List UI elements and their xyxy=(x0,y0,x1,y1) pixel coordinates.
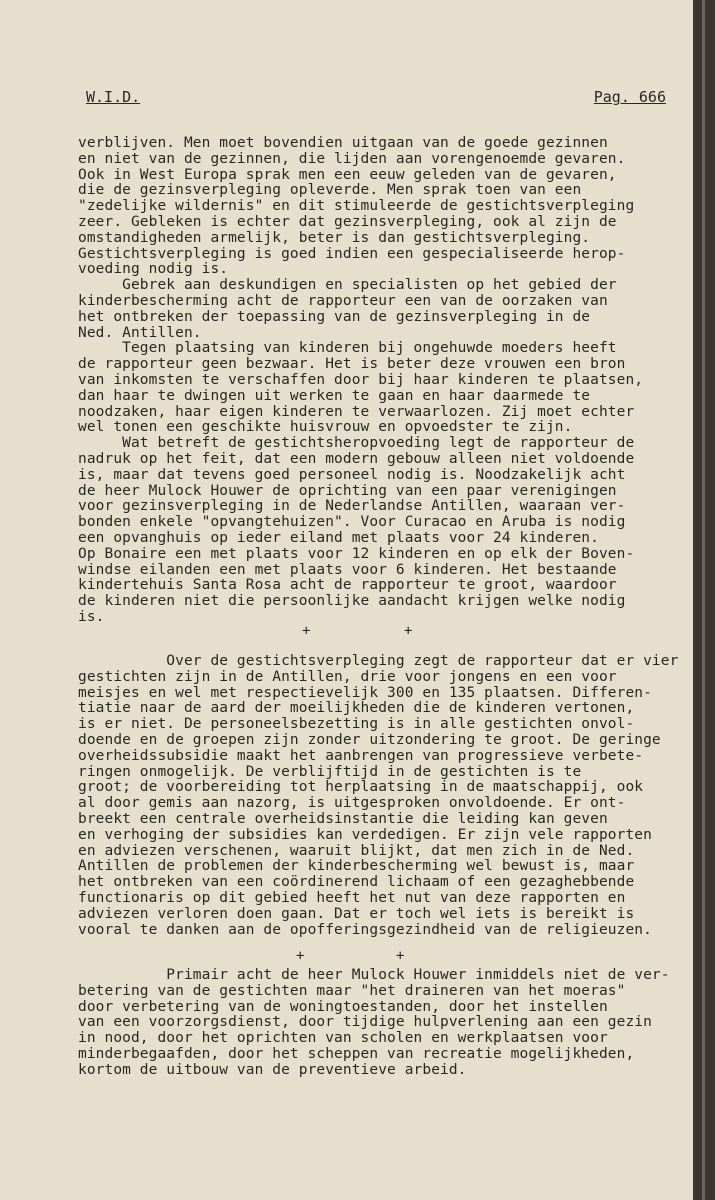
text-line: van inkomsten te verschaffen door bij haar kinderen te plaatsen, xyxy=(78,371,644,388)
text-line: nadruk op het feit, dat een modern gebouw alleen niet voldoende xyxy=(78,450,635,467)
text-line: overheidssubsidie maakt het aanbrengen van progressieve verbete- xyxy=(78,747,644,764)
text-line: kinderbescherming acht de rapporteur een van de oorzaken van xyxy=(78,292,608,309)
text-line: Ned. Antillen. xyxy=(78,324,202,341)
text-line: ringen onmogelijk. De verblijftijd in de gestichten is te xyxy=(78,763,582,780)
section-separator-plus: + xyxy=(396,948,405,964)
paragraph-block-3 xyxy=(78,968,674,1079)
text-line: Primair acht de heer Mulock Houwer inmiddels niet de ver- xyxy=(78,967,670,983)
text-line: betering van de gestichten maar "het draineren van het moeras" xyxy=(78,982,626,999)
text-line: van een voorzorgsdienst, door tijdige hulpverlening aan een gezin xyxy=(78,1014,652,1031)
text-line: in nood, door het oprichten van scholen en werkplaatsen voor xyxy=(78,1030,608,1047)
text-line: Antillen de problemen der kinderbescherming wel bewust is, maar xyxy=(78,858,635,875)
text-line: gestichten zijn in de Antillen, drie voor jongens en een voor xyxy=(78,668,617,685)
text-line: Over de gestichtsverpleging zegt de rapporteur dat er vier xyxy=(78,653,679,669)
text-line: is er niet. De personeelsbezetting is in alle gestichten onvol- xyxy=(78,716,635,733)
text-line: Gestichtsverpleging is goed indien een gespecialiseerde herop- xyxy=(78,245,626,262)
text-line: het ontbreken der toepassing van de gezinsverpleging in de xyxy=(78,308,591,325)
text-line: omstandigheden armelijk, beter is dan gestichtsverpleging. xyxy=(78,229,591,246)
text-line: tiatie naar de aard der moeilijkheden die de kinderen vertonen, xyxy=(78,700,635,717)
text-line: die de gezinsverpleging opleverde. Men sprak toen van een xyxy=(78,182,582,199)
page-number: Pag. 666 xyxy=(593,88,666,106)
text-line: dan haar te dwingen uit werken te gaan en haar daarmede te xyxy=(78,387,591,404)
text-line: verblijven. Men moet bovendien uitgaan van de goede gezinnen xyxy=(78,135,608,151)
text-line: doende en de groepen zijn zonder uitzondering te groot. De geringe xyxy=(78,731,661,748)
text-line: door verbetering van de woningtoestanden, door het instellen xyxy=(78,998,608,1015)
header-source: W.I.D. xyxy=(86,88,141,106)
text-line: Ook in West Europa sprak men een eeuw geleden van de gevaren, xyxy=(78,166,617,183)
text-line: groot; de voorbereiding tot herplaatsing in de maatschappij, ook xyxy=(78,779,644,796)
text-line: breekt een centrale overheidsinstantie die leiding kan geven xyxy=(78,810,608,827)
text-line: zeer. Gebleken is echter dat gezinsverpleging, ook al zijn de xyxy=(78,213,617,230)
text-line: kindertehuis Santa Rosa acht de rapporteur te groot, waardoor xyxy=(78,577,617,594)
text-line: de rapporteur geen bezwaar. Het is beter deze vrouwen een bron xyxy=(78,356,626,373)
text-line: de kinderen niet die persoonlijke aandacht krijgen welke nodig xyxy=(78,593,626,610)
text-line: het ontbreken van een coördinerend lichaam of een gezaghebbende xyxy=(78,874,635,891)
section-separator-plus: + xyxy=(404,623,413,639)
text-line: een opvanghuis op ieder eiland met plaats voor 24 kinderen. xyxy=(78,529,599,546)
text-line: Wat betreft de gestichtsheropvoeding legt de rapporteur de xyxy=(78,435,635,452)
page-header xyxy=(86,88,666,112)
text-line: Gebrek aan deskundigen en specialisten op het gebied der xyxy=(78,277,617,294)
section-separator-plus: + xyxy=(296,948,305,964)
paragraph-block-2 xyxy=(78,653,679,938)
text-line: kortom de uitbouw van de preventieve arbeid. xyxy=(78,1061,467,1078)
text-line: windse eilanden een met plaats voor 6 kinderen. Het bestaande xyxy=(78,561,617,578)
text-line: Op Bonaire een met plaats voor 12 kinderen en op elk der Boven- xyxy=(78,545,635,562)
text-line: wel tonen een geschikte huisvrouw en opvoedster te zijn. xyxy=(78,419,573,436)
text-line: is. xyxy=(78,608,105,625)
text-line: de heer Mulock Houwer de oprichting van een paar verenigingen xyxy=(78,482,617,499)
page-edge-band xyxy=(702,0,705,1200)
text-line: functionaris op dit gebied heeft het nut van deze rapporten en xyxy=(78,889,626,906)
text-line: adviezen verloren doen gaan. Dat er toch wel iets is bereikt is xyxy=(78,905,635,922)
text-line: vooral te danken aan de opofferingsgezindheid van de religieuzen. xyxy=(78,921,652,938)
text-line: minderbegaafden, door het scheppen van recreatie mogelijkheden, xyxy=(78,1045,635,1062)
text-line: is, maar dat tevens goed personeel nodig is. Noodzakelijk acht xyxy=(78,466,626,483)
text-line: "zedelijke wildernis" en dit stimuleerde de gestichtsverpleging xyxy=(78,198,635,215)
section-separator-plus: + xyxy=(302,623,311,639)
paragraph-block-1 xyxy=(78,136,674,626)
text-line: en adviezen verschenen, waaruit blijkt, dat men zich in de Ned. xyxy=(78,842,635,859)
text-line: Tegen plaatsing van kinderen bij ongehuwde moeders heeft xyxy=(78,340,617,357)
text-line: al door gemis aan nazorg, is uitgesproken onvoldoende. Er ont- xyxy=(78,795,626,812)
text-line: meisjes en wel met respectievelijk 300 en 135 plaatsen. Differen- xyxy=(78,684,652,701)
text-line: en verhoging der subsidies kan verdedigen. Er zijn vele rapporten xyxy=(78,826,652,843)
text-line: voor gezinsverpleging in de Nederlandse Antillen, waaraan ver- xyxy=(78,498,626,515)
text-line: en niet van de gezinnen, die lijden aan vorengenoemde gevaren. xyxy=(78,150,626,167)
text-line: bonden enkele "opvangtehuizen". Voor Curacao en Aruba is nodig xyxy=(78,514,626,531)
text-line: noodzaken, haar eigen kinderen te verwaarlozen. Zij moet echter xyxy=(78,403,635,420)
text-line: voeding nodig is. xyxy=(78,261,229,278)
